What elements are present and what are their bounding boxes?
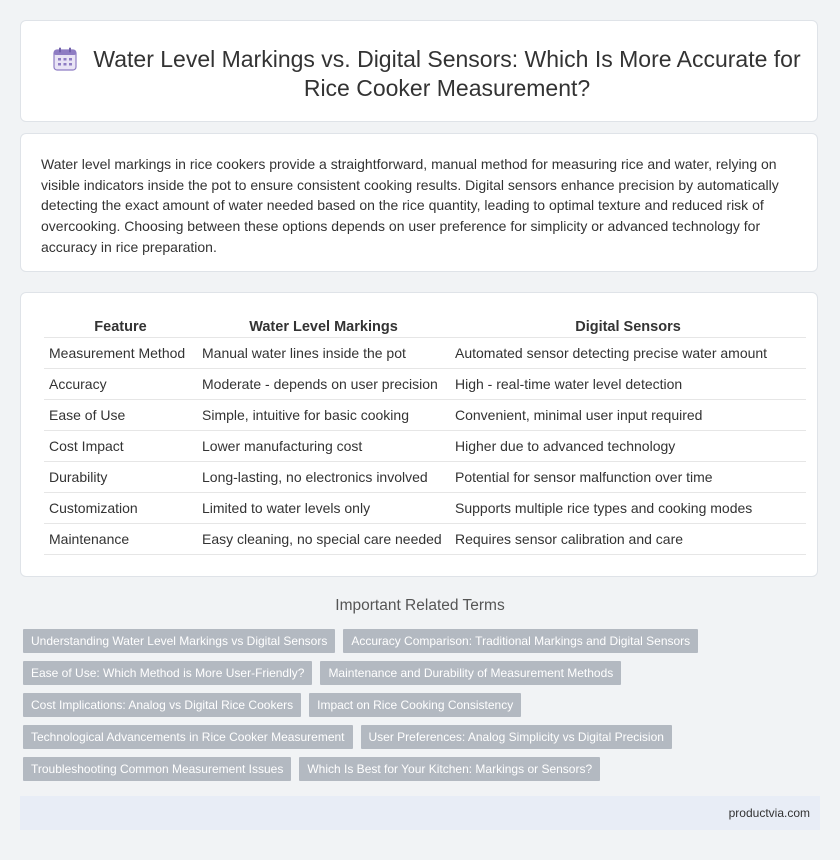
related-term-link[interactable]: Maintenance and Durability of Measurement Methods bbox=[320, 661, 621, 685]
related-term-link[interactable]: Technological Advancements in Rice Cooker Measurement bbox=[23, 725, 353, 749]
comparison-table-card bbox=[20, 292, 818, 577]
table-cell: Manual water lines inside the pot bbox=[197, 338, 450, 369]
related-term-link[interactable]: Impact on Rice Cooking Consistency bbox=[309, 693, 521, 717]
table-row bbox=[44, 400, 806, 431]
table-cell: Accuracy bbox=[44, 369, 197, 400]
table-cell: Cost Impact bbox=[44, 431, 197, 462]
related-term-link[interactable]: User Preferences: Analog Simplicity vs Digital Precision bbox=[361, 725, 672, 749]
table-cell: Customization bbox=[44, 493, 197, 524]
intro-paragraph: Water level markings in rice cookers provide a straightforward, manual method for measuring rice and water, relying on visible indicators inside the pot to ensure consistent cooking results. Digital sensors enhance precision by automatically detecting the exact amount of water needed based on the rice quantity, leading to optimal texture and reduced risk of overcooking. Choosing between these options depends on user preference for simplicity or advanced technology for accuracy in rice preparation. bbox=[41, 156, 779, 255]
table-cell: Lower manufacturing cost bbox=[197, 431, 450, 462]
column-header-water-level-markings: Water Level Markings bbox=[197, 315, 450, 338]
related-terms-heading: Important Related Terms bbox=[335, 597, 505, 614]
table-cell: Supports multiple rice types and cooking modes bbox=[450, 493, 806, 524]
table-cell: Potential for sensor malfunction over time bbox=[450, 462, 806, 493]
tag-row bbox=[23, 757, 803, 781]
tag-row bbox=[23, 725, 803, 749]
table-cell: Durability bbox=[44, 462, 197, 493]
comparison-table bbox=[44, 315, 806, 555]
table-cell: Measurement Method bbox=[44, 338, 197, 369]
related-term-link[interactable]: Ease of Use: Which Method is More User-Friendly? bbox=[23, 661, 312, 685]
related-term-link[interactable]: Troubleshooting Common Measurement Issues bbox=[23, 757, 291, 781]
table-cell: Ease of Use bbox=[44, 400, 197, 431]
table-cell: Requires sensor calibration and care bbox=[450, 524, 806, 555]
footer bbox=[20, 796, 820, 830]
table-cell: Automated sensor detecting precise water amount bbox=[450, 338, 806, 369]
table-cell: Moderate - depends on user precision bbox=[197, 369, 450, 400]
table-cell: Maintenance bbox=[44, 524, 197, 555]
column-header-feature: Feature bbox=[44, 315, 197, 338]
table-row bbox=[44, 369, 806, 400]
table-cell: Simple, intuitive for basic cooking bbox=[197, 400, 450, 431]
table-header-row bbox=[44, 315, 806, 338]
header-card bbox=[20, 20, 818, 122]
table-cell: Convenient, minimal user input required bbox=[450, 400, 806, 431]
tag-row bbox=[23, 629, 803, 653]
footer-site-link[interactable]: productvia.com bbox=[728, 806, 810, 820]
intro-card bbox=[20, 133, 818, 272]
table-row bbox=[44, 462, 806, 493]
table-row bbox=[44, 338, 806, 369]
related-term-link[interactable]: Cost Implications: Analog vs Digital Rice Cookers bbox=[23, 693, 301, 717]
table-row bbox=[44, 524, 806, 555]
table-cell: Higher due to advanced technology bbox=[450, 431, 806, 462]
tag-row bbox=[23, 693, 803, 717]
related-terms-list bbox=[23, 629, 803, 789]
table-cell: Long-lasting, no electronics involved bbox=[197, 462, 450, 493]
tag-row bbox=[23, 661, 803, 685]
related-term-link[interactable]: Understanding Water Level Markings vs Digital Sensors bbox=[23, 629, 335, 653]
calendar-icon bbox=[53, 47, 77, 71]
table-row bbox=[44, 431, 806, 462]
table-row bbox=[44, 493, 806, 524]
page-title: Water Level Markings vs. Digital Sensors: Which Is More Accurate for Rice Cooker Measurement? bbox=[93, 46, 801, 101]
column-header-digital-sensors: Digital Sensors bbox=[450, 315, 806, 338]
related-term-link[interactable]: Which Is Best for Your Kitchen: Markings or Sensors? bbox=[299, 757, 600, 781]
table-cell: High - real-time water level detection bbox=[450, 369, 806, 400]
related-term-link[interactable]: Accuracy Comparison: Traditional Markings and Digital Sensors bbox=[343, 629, 698, 653]
table-cell: Easy cleaning, no special care needed bbox=[197, 524, 450, 555]
table-cell: Limited to water levels only bbox=[197, 493, 450, 524]
